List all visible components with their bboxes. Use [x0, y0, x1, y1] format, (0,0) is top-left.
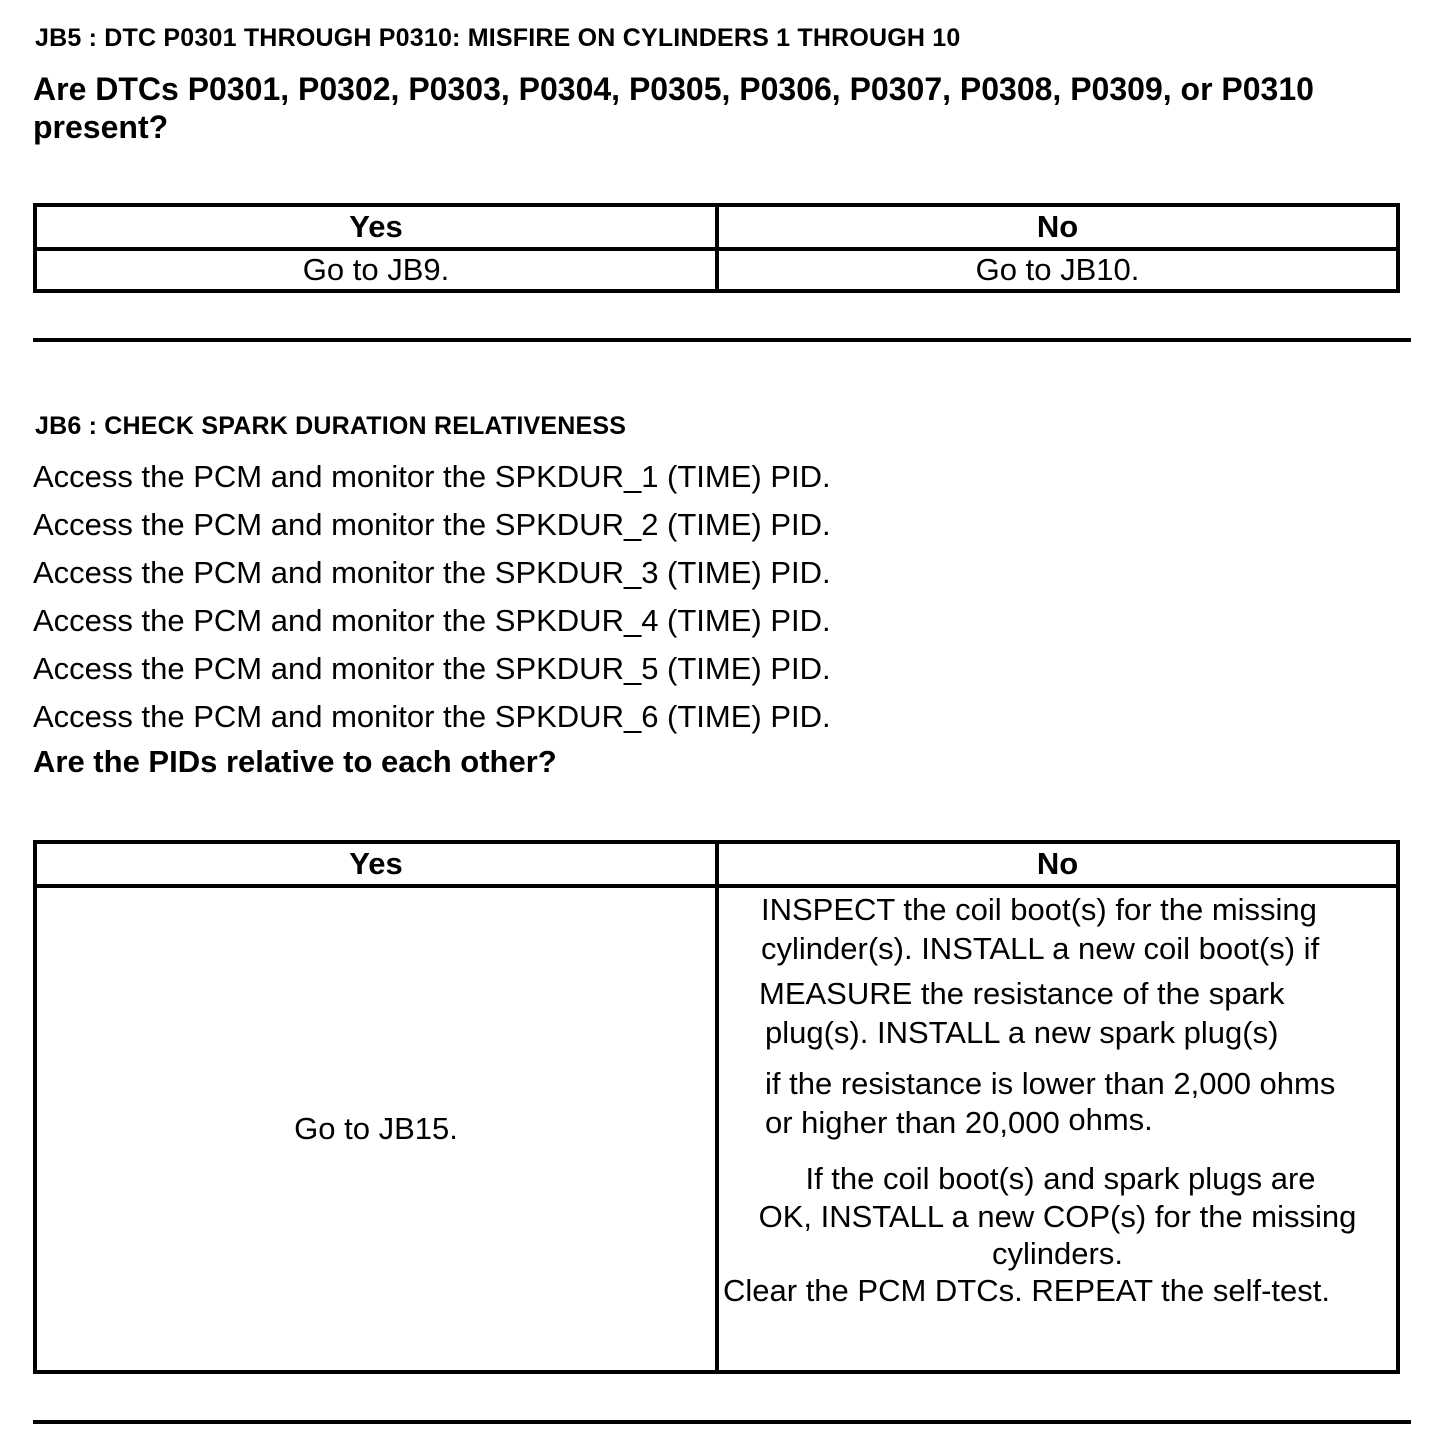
jb6-instruction: Access the PCM and monitor the SPKDUR_6 (TIME) PID.: [33, 699, 831, 734]
jb5-question: [33, 70, 1423, 146]
jb6-cop-line: OK, INSTALL a new COP(s) for the missing: [758, 1199, 1357, 1234]
section-divider: [33, 1420, 1411, 1424]
jb6-instruction-list: [33, 453, 831, 741]
jb6-step-heading: JB6 : CHECK SPARK DURATION RELATIVENESS: [35, 412, 627, 440]
jb6-yes-no-table: [33, 840, 1400, 1374]
jb6-measure-text: [719, 974, 1396, 1052]
jb6-yes-header: Yes: [35, 842, 717, 886]
jb6-table-action-row: [35, 886, 1398, 1372]
jb5-question-line2: present?: [33, 109, 169, 145]
jb6-cop-text: [719, 1160, 1396, 1310]
jb5-question-line1: Are DTCs P0301, P0302, P0303, P0304, P0305, P0306, P0307, P0308, P0309, or P0310: [33, 71, 1314, 107]
jb6-resistance-line-part: ohms.: [1068, 1102, 1153, 1137]
jb6-resistance-line: if the resistance is lower than 2,000 ohms: [765, 1066, 1336, 1101]
section-divider: [33, 338, 1411, 342]
jb6-instruction: Access the PCM and monitor the SPKDUR_2 (TIME) PID.: [33, 507, 831, 542]
jb6-no-header: No: [717, 842, 1398, 886]
jb5-step-heading: JB5 : DTC P0301 THROUGH P0310: MISFIRE ON CYLINDERS 1 THROUGH 10: [35, 24, 961, 52]
jb6-inspect-text: [719, 890, 1396, 968]
jb5-table-header-row: [35, 205, 1398, 249]
jb6-instruction: Access the PCM and monitor the SPKDUR_3 (TIME) PID.: [33, 555, 831, 590]
jb6-instruction: Access the PCM and monitor the SPKDUR_1 (TIME) PID.: [33, 459, 831, 494]
jb6-inspect-line: INSPECT the coil boot(s) for the missing: [761, 892, 1317, 927]
jb6-cop-line: If the coil boot(s) and spark plugs are: [805, 1161, 1316, 1196]
jb6-table-header-row: [35, 842, 1398, 886]
jb6-no-action: [717, 886, 1398, 1372]
jb5-no-action: Go to JB10.: [717, 249, 1398, 291]
jb6-clear-dtc-line: Clear the PCM DTCs. REPEAT the self-test.: [723, 1273, 1330, 1308]
jb6-inspect-line: cylinder(s). INSTALL a new coil boot(s) if: [761, 931, 1320, 966]
jb5-yes-action: Go to JB9.: [35, 249, 717, 291]
jb6-cop-line: cylinders.: [992, 1236, 1123, 1271]
jb5-no-header: No: [717, 205, 1398, 249]
jb6-instruction: Access the PCM and monitor the SPKDUR_5 (TIME) PID.: [33, 651, 831, 686]
jb6-yes-action: Go to JB15.: [35, 886, 717, 1372]
jb6-measure-line: plug(s). INSTALL a new spark plug(s): [765, 1015, 1279, 1050]
jb6-measure-line: MEASURE the resistance of the spark: [759, 976, 1285, 1011]
jb6-resistance-line-part: or higher than 20,000: [765, 1105, 1060, 1140]
jb6-resistance-text: [719, 1064, 1396, 1142]
jb5-yes-no-table: [33, 203, 1400, 293]
jb6-question: Are the PIDs relative to each other?: [33, 744, 557, 779]
jb5-yes-header: Yes: [35, 205, 717, 249]
jb6-resistance-line: [765, 1103, 1396, 1142]
jb6-instruction: Access the PCM and monitor the SPKDUR_4 (TIME) PID.: [33, 603, 831, 638]
jb5-table-action-row: [35, 249, 1398, 291]
